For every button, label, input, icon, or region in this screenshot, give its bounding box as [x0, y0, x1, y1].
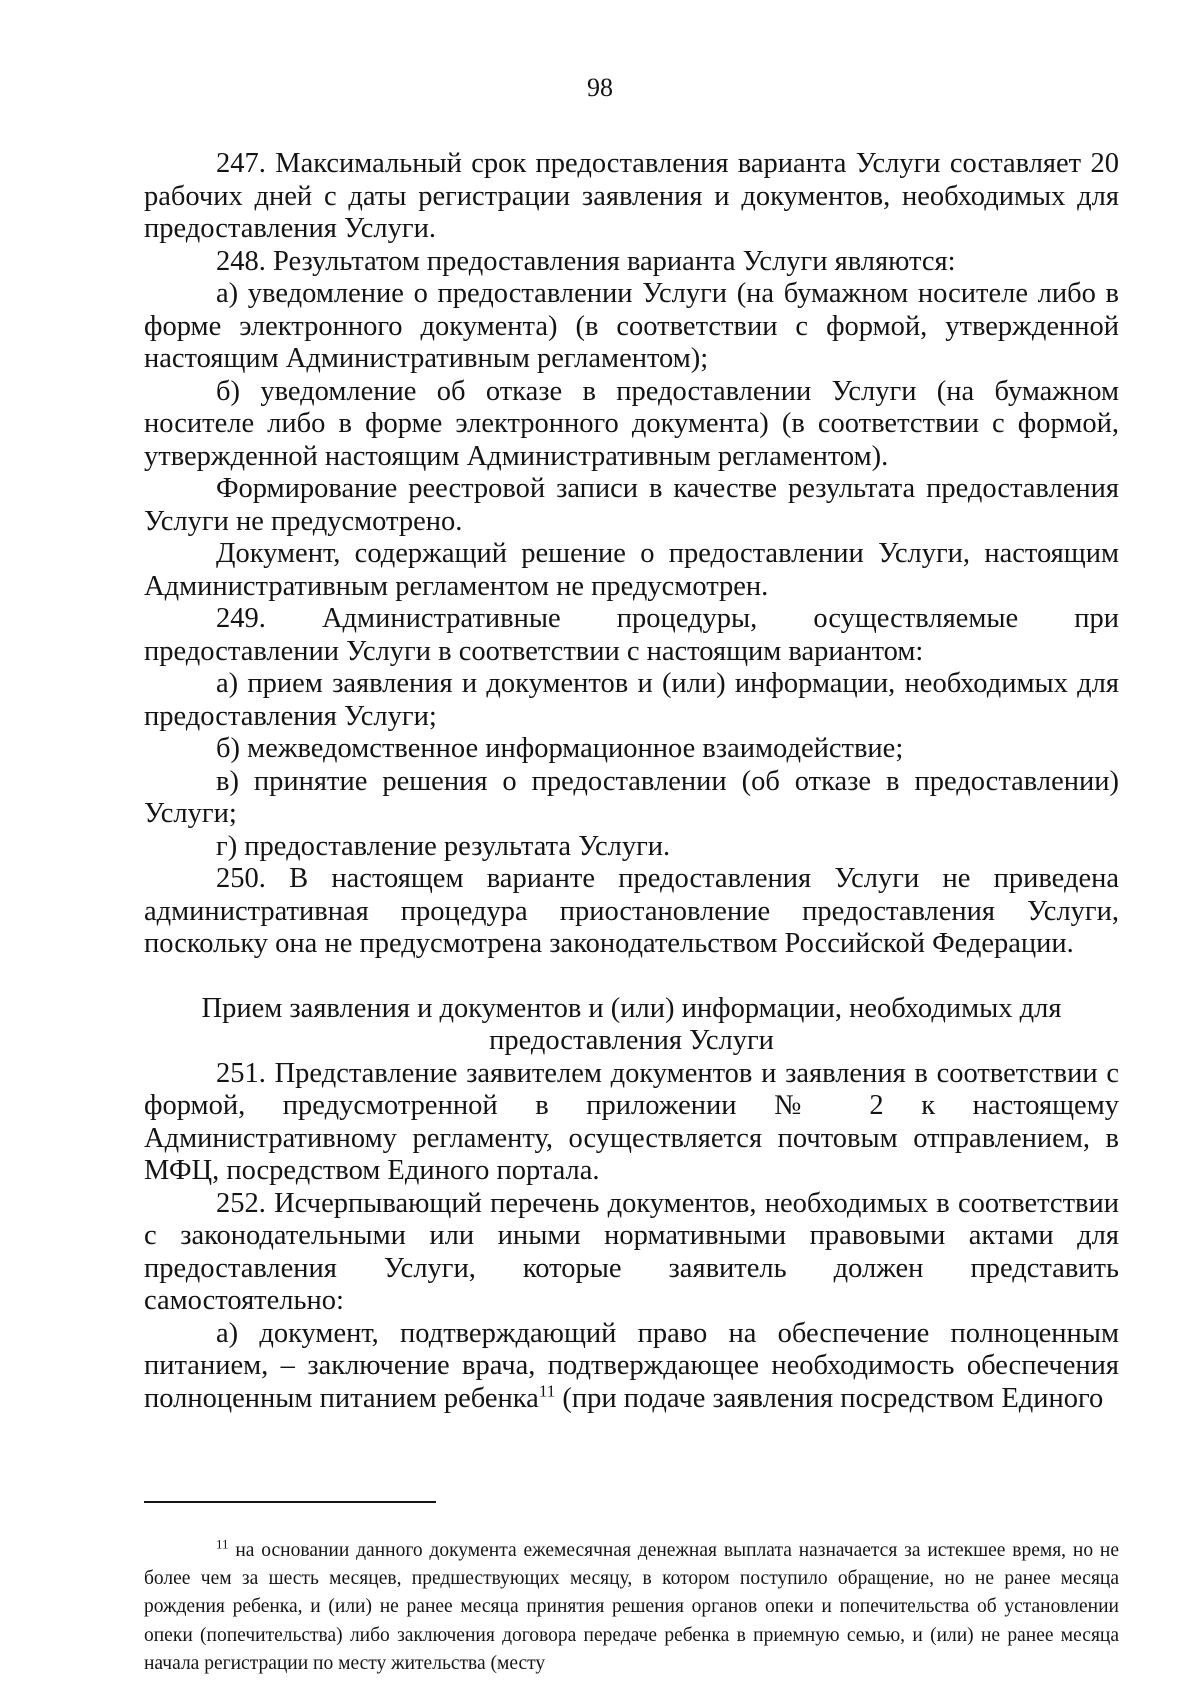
footnote-reference[interactable]: 11: [538, 1381, 556, 1400]
footnote: [144, 1537, 1119, 1678]
footnote-mark: 11: [216, 1536, 229, 1552]
paragraph-252-a-continuation: (при подаче заявления посредством Единого: [555, 1382, 1104, 1414]
paragraph-252-a: [144, 1318, 1119, 1416]
paragraph-249-v: в) принятие решения о предоставлении (об отказе в предоставлении) Услуги;: [144, 765, 1119, 829]
paragraph-249-a: а) прием заявления и документов и (или) информации, необходимых для предоставления Услуги;: [144, 668, 1119, 732]
section-gap: [144, 961, 1119, 993]
paragraph-248-a: а) уведомление о предоставлении Услуги (на бумажном носителе либо в форме электронного документа) (в соответствии с формой, утвержденной настоящим Административным регламентом);: [144, 278, 1119, 374]
paragraph-250: 250. В настоящем варианте предоставления Услуги не приведена административная процедура приостановление предоставления Услуги, поскольку она не предусмотрена законодательством Российской Федерации.: [144, 863, 1119, 959]
page-number: 98: [587, 73, 613, 102]
paragraph-registry-record: Формирование реестровой записи в качестве результата предоставления Услуги не предусмотрено.: [144, 473, 1119, 537]
paragraph-252: 252. Исчерпывающий перечень документов, необходимых в соответствии с законодательными или иными нормативными правовыми актами для предоставления Услуги, которые заявитель должен представить самостоятельно:: [144, 1187, 1119, 1316]
footnote-text: на основании данного документа ежемесячная денежная выплата назначается за истекшее время, но не более чем за шесть месяцев, предшествующих месяцу, в котором поступило обращение, но не ранее месяца рождения ребенка, и (или) не ранее месяца принятия решения органов опеки и попечительства об установлении опеки (попечительства) либо заключения договора передаче ребенка в приемную семью, и (или) не ранее месяца начала регистрации по месту жительства (месту: [144, 1540, 1119, 1674]
paragraph-decision-document: Документ, содержащий решение о предоставлении Услуги, настоящим Административным регламентом не предусмотрен.: [144, 538, 1119, 602]
paragraph-249-b: б) межведомственное информационное взаимодействие;: [216, 733, 904, 764]
paragraph-247: 247. Максимальный срок предоставления варианта Услуги составляет 20 рабочих дней с даты регистрации заявления и документов, необходимых для предоставления Услуги.: [144, 148, 1119, 244]
section-heading: [144, 993, 1119, 1058]
footnote-separator: [144, 1501, 436, 1503]
paragraph-249: 249. Административные процедуры, осуществляемые при предоставлении Услуги в соответствии с настоящим вариантом:: [144, 603, 1119, 667]
paragraph-249-g: г) предоставление результата Услуги.: [216, 830, 671, 862]
paragraph-251: 251. Представление заявителем документов и заявления в соответствии с формой, предусмотренной в приложении № 2 к настоящему Административному регламенту, осуществляется почтовым отправлением, в МФЦ, посредством Единого портала.: [144, 1057, 1119, 1186]
section-heading-line1: Прием заявления и документов и (или) информации, необходимых для: [201, 992, 1062, 1024]
paragraph-248-b: б) уведомление об отказе в предоставлении Услуги (на бумажном носителе либо в форме электронного документа) (в соответствии с формой, утвержденной настоящим Административным регламентом).: [144, 375, 1119, 472]
document-body: [144, 148, 1119, 1415]
section-heading-line2: предоставления Услуги: [489, 1025, 774, 1056]
paragraph-252-a-text: а) документ, подтверждающий право на обеспечение полноценным питанием, – заключение врача, подтверждающее необходимость обеспечения полноценным питанием ребенка: [144, 1317, 1119, 1414]
paragraph-248: 248. Результатом предоставления варианта Услуги являются:: [216, 245, 956, 277]
